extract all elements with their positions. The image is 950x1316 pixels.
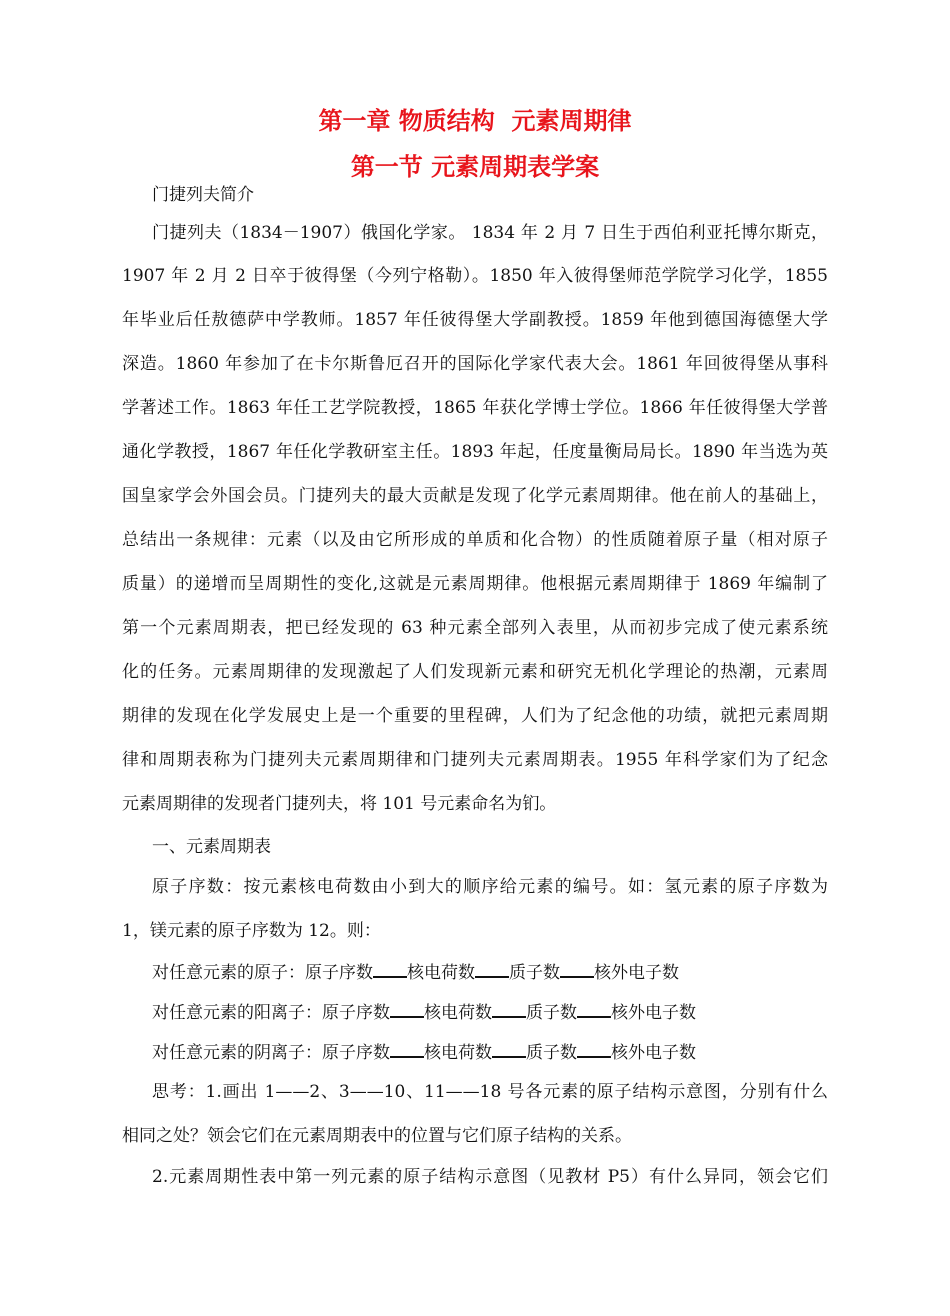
relation-prefix: 对任意元素的原子：原子序数 <box>152 963 373 983</box>
bio-line: 元素周期律的发现者门捷列夫，将 101 号元素命名为钔。 <box>122 794 557 814</box>
answer-blank[interactable] <box>390 1040 424 1058</box>
relation-term: 核电荷数 <box>407 963 475 983</box>
think-line: 相同之处？领会它们在元素周期表中的位置与它们原子结构的关系。 <box>122 1126 632 1146</box>
bio-line: 1907 年 2 月 2 日卒于彼得堡（今列宁格勒）。1850 年入彼得堡师范学院学习化学，1855 <box>122 266 828 286</box>
section-title: 第一节 元素周期表学案 <box>350 152 600 181</box>
definition-line: 原子序数：按元素核电荷数由小到大的顺序给元素的编号。如：氢元素的原子序数为 <box>152 877 828 897</box>
bio-line: 学著述工作。1863 年任工艺学院教授，1865 年获化学博士学位。1866 年任彼得堡大学普 <box>122 398 828 418</box>
bio-line: 深造。1860 年参加了在卡尔斯鲁厄召开的国际化学家代表大会。1861 年回彼得堡从事科 <box>122 354 828 374</box>
bio-line: 总结出一条规律：元素（以及由它所形成的单质和化合物）的性质随着原子量（相对原子 <box>122 530 828 550</box>
relation-atom <box>152 960 679 984</box>
relation-term: 质子数 <box>526 1003 577 1023</box>
bio-line: 质量）的递增而呈周期性的变化,这就是元素周期律。他根据元素周期律于 1869 年编制了 <box>122 574 828 594</box>
relation-prefix: 对任意元素的阴离子：原子序数 <box>152 1043 390 1063</box>
answer-blank[interactable] <box>390 1000 424 1018</box>
think-line: 2.元素周期性表中第一列元素的原子结构示意图（见教材 P5）有什么异同，领会它们 <box>152 1167 828 1187</box>
relation-term: 质子数 <box>509 963 560 983</box>
relation-term: 核电荷数 <box>424 1003 492 1023</box>
relation-cation <box>152 1000 696 1024</box>
answer-blank[interactable] <box>492 1040 526 1058</box>
relation-term: 核外电子数 <box>611 1043 696 1063</box>
relation-term: 核电荷数 <box>424 1043 492 1063</box>
bio-line: 国皇家学会外国会员。门捷列夫的最大贡献是发现了化学元素周期律。他在前人的基础上， <box>122 486 828 506</box>
definition-line: 1，镁元素的原子序数为 12。则： <box>122 921 381 941</box>
chapter-title: 第一章 物质结构 元素周期律 <box>318 106 632 135</box>
answer-blank[interactable] <box>492 1000 526 1018</box>
answer-blank[interactable] <box>577 1000 611 1018</box>
answer-blank[interactable] <box>373 960 407 978</box>
bio-line: 通化学教授，1867 年任化学教研室主任。1893 年起，任度量衡局局长。1890 年当选为英 <box>122 442 828 462</box>
relation-prefix: 对任意元素的阳离子：原子序数 <box>152 1003 390 1023</box>
relation-term: 质子数 <box>526 1043 577 1063</box>
bio-line: 期律的发现在化学发展史上是一个重要的里程碑，人们为了纪念他的功绩，就把元素周期 <box>122 706 828 726</box>
intro-heading: 门捷列夫简介 <box>152 185 254 205</box>
answer-blank[interactable] <box>577 1040 611 1058</box>
bio-line: 门捷列夫（1834－1907）俄国化学家。 1834 年 2 月 7 日生于西伯利亚托博尔斯克， <box>152 223 828 243</box>
relation-term: 核外电子数 <box>594 963 679 983</box>
answer-blank[interactable] <box>560 960 594 978</box>
bio-line: 化的任务。元素周期律的发现激起了人们发现新元素和研究无机化学理论的热潮，元素周 <box>122 662 828 682</box>
section-heading: 一、元素周期表 <box>152 837 271 857</box>
bio-line: 律和周期表称为门捷列夫元素周期律和门捷列夫元素周期表。1955 年科学家们为了纪念 <box>122 750 828 770</box>
answer-blank[interactable] <box>475 960 509 978</box>
relation-anion <box>152 1040 696 1064</box>
bio-line: 年毕业后任敖德萨中学教师。1857 年任彼得堡大学副教授。1859 年他到德国海德堡大学 <box>122 310 828 330</box>
think-line: 思考：1.画出 1——2、3——10、11——18 号各元素的原子结构示意图，分别有什么 <box>152 1082 828 1102</box>
bio-line: 第一个元素周期表，把已经发现的 63 种元素全部列入表里，从而初步完成了使元素系统 <box>122 618 828 638</box>
relation-term: 核外电子数 <box>611 1003 696 1023</box>
